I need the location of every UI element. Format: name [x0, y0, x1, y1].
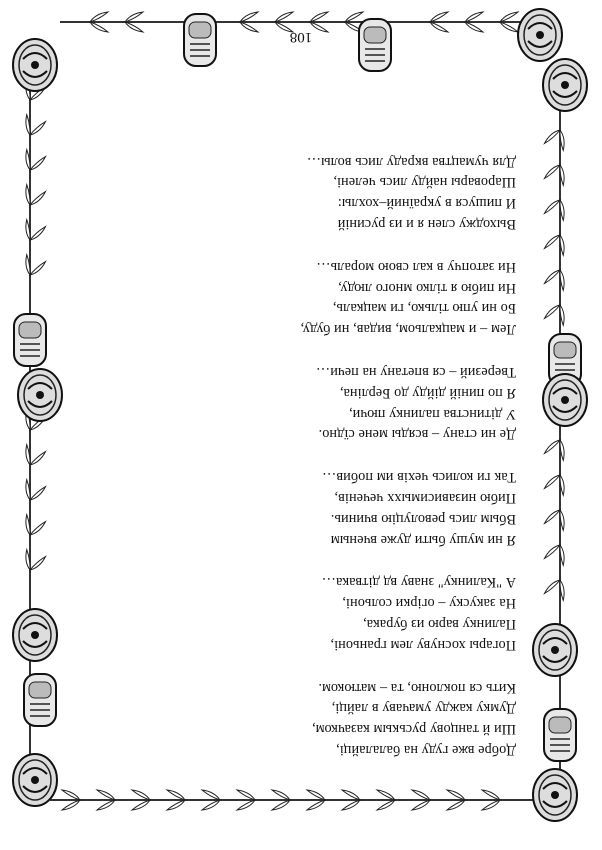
rotated-text-block: [60, 30, 542, 820]
poem-line: Я ни мушу быти дуже вченым: [330, 531, 516, 548]
poem-line: Так ги колись чехів им побив…: [321, 469, 516, 486]
stanza: [86, 361, 516, 444]
poem-line: Погары хоснуву лем граньоні,: [330, 636, 516, 653]
doll-icon-left-1: [14, 314, 46, 366]
page-number: 108: [289, 29, 313, 45]
doll-icon-left-2: [24, 674, 56, 726]
pysanka-icon-top-left: [13, 39, 57, 91]
stanza: [86, 572, 516, 655]
poem-line: Пибю низависимыхх чеченів,: [334, 490, 516, 507]
pysanka-icon-left-2: [13, 609, 57, 661]
poem-line: Лем – и мацкальом, видав, ни буду,: [300, 321, 516, 338]
pysanka-icon-right-2: [543, 374, 587, 426]
poem-line: Добре вже гуду на балалайці,: [336, 742, 516, 758]
poem-line: Я по пиній дійду до Берліна,: [339, 384, 516, 401]
poem-line: И пишуся в україний–хохлы:: [337, 195, 516, 212]
stanza: [86, 677, 516, 760]
stanza: [86, 151, 516, 234]
stanza: [86, 466, 516, 549]
doll-icon-right-2: [544, 709, 576, 761]
poem-line: А "Калинку" знаву вд дітвака…: [321, 574, 516, 591]
poem-line: Для чумацтва вкраду лись волы…: [306, 153, 516, 170]
pysanka-icon-left-1: [18, 369, 62, 421]
poem-line: Кить ся поклоню, та – матюком.: [318, 679, 516, 696]
poem-line: На закуску – огірки сольоні,: [342, 595, 516, 612]
poem-line: Вбым лись револуцію вчиниь.: [330, 510, 516, 527]
poem-line: Палинку варю из бурака,: [362, 616, 516, 633]
poem-line: Ши й танцову руськым казачком,: [311, 721, 516, 738]
pysanka-icon-right-1: [543, 59, 587, 111]
right-vine: [544, 60, 569, 800]
poem-line: Думку кажду умачаву в лайці,: [331, 700, 516, 717]
poem-line: Де ни стану – всяды мене сїдно.: [318, 426, 516, 443]
poem-line: Бо ни упю тілько, ги мацкаль,: [332, 300, 516, 317]
poem-line: Ни пибю я тілко много люду,: [338, 279, 516, 296]
poem-line: У дітинства палинку пючи,: [348, 405, 516, 422]
stanza: [86, 256, 516, 339]
poem-line: Тверезий – ся впетану на печи…: [315, 364, 516, 381]
poem-line: Шаровары найду лись челені,: [333, 174, 516, 191]
poem-line: Выходжу слен я и из русиній: [337, 216, 516, 233]
pysanka-icon-bottom-left: [13, 754, 57, 806]
poem: [86, 129, 516, 760]
poem-line: Ни затопчу в кал свою мораль…: [316, 258, 516, 275]
